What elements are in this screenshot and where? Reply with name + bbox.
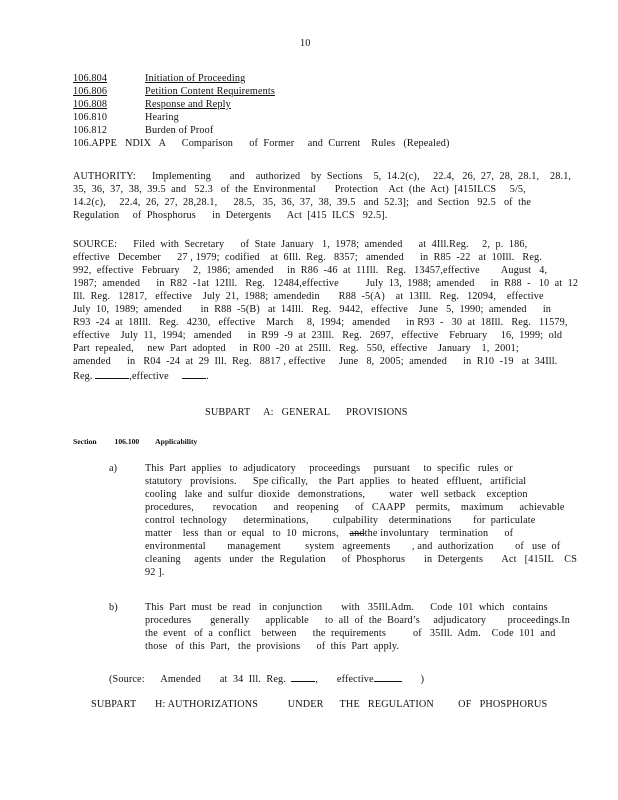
source-line: Part repealed, new Part adopted in R00 -20 at 25Ill. Reg. 550, effective January 1, 2001; — [73, 343, 519, 354]
source-line: R93 -24 at 18Ill. Reg. 4230, effective March 8, 1994; amended in R93 - 30 at 18Ill. Reg. 11579, — [73, 317, 568, 328]
toc-appendix-line: 106.APPE NDIX A Comparison of Former and Current Rules (Repealed) — [73, 138, 450, 149]
para-a-line: procedures, revocation and reopening of CAAPP permits, maximum achievable — [145, 502, 565, 513]
subpart-a-heading: SUBPART A: GENERAL PROVISIONS — [205, 407, 408, 418]
toc-item-number: 106.804 — [73, 73, 108, 84]
toc-item-title: Hearing — [145, 112, 179, 123]
section-number: 106.100 — [114, 437, 140, 446]
para-a-line: statutory provisions. Spe cifically, the Part applies to heated effluent, artificial — [145, 476, 527, 487]
section-heading — [73, 437, 197, 447]
para-a-line-start: matter less than or equal to 10 microns, — [145, 528, 339, 539]
para-b-line: This Part must be read in conjunction with 35Ill.Adm. Code 101 which contains — [145, 602, 548, 613]
toc-item — [73, 98, 450, 111]
source-blank-date — [182, 368, 206, 379]
source-note-blank-date — [374, 671, 402, 682]
source-line-last — [73, 368, 578, 383]
toc-item-number: 106.812 — [73, 125, 108, 136]
toc-item — [73, 72, 450, 85]
authority-line: AUTHORITY: Implementing and authorized by Sections 5, 14.2(c), 22.4, 26, 27, 28, 28.1, 28.1, — [73, 171, 572, 182]
source-end: . — [206, 371, 209, 382]
para-a-line: cooling lake and sulfur dioxide demonstrations, water well setback exception — [145, 489, 528, 500]
para-a-line: This Part applies to adjudicatory proceedings pursuant to specific rules or — [145, 463, 513, 474]
source-note-mid: , effective — [315, 674, 374, 685]
toc-item-title: Burden of Proof — [145, 125, 214, 136]
source-line: Ill. Reg. 12817, effective July 21, 1988; amendedin R88 -5(A) at 13Ill. Reg. 12094, effective — [73, 291, 544, 302]
subpart-h-heading: SUBPART H: AUTHORIZATIONS UNDER THE REGULATION OF PHOSPHORUS — [91, 699, 548, 710]
source-note-blank-reg — [291, 671, 315, 682]
source-reg-prefix: Reg. — [73, 371, 93, 382]
source-note-end: ) — [420, 674, 425, 685]
toc-item-title: Petition Content Requirements — [145, 86, 275, 97]
authority-line: Regulation of Phosphorus in Detergents Act [415 ILCS 92.5]. — [73, 210, 388, 221]
para-a — [145, 462, 577, 579]
section-title: Applicability — [155, 437, 198, 446]
toc-item-title: Response and Reply — [145, 99, 231, 110]
source-line: effective December 27 , 1979; codified at 6Ill. Reg. 8357; amended in R85 -22 at 10Ill. Reg. — [73, 252, 542, 263]
source-line: 992, effective February 2, 1986; amended in R86 -46 at 11Ill. Reg. 13457,effective August 4, — [73, 265, 548, 276]
source-note — [109, 671, 424, 686]
para-a-line — [145, 527, 577, 540]
para-b — [145, 601, 570, 653]
toc-item-number: 106.810 — [73, 112, 108, 123]
para-b-line: those of this Part, the provisions of this Part apply. — [145, 641, 400, 652]
toc-item-title: Initiation of Proceeding — [145, 73, 246, 84]
para-a-line: environmental management system agreements , and authorization of use of — [145, 541, 561, 552]
toc-item — [73, 85, 450, 98]
page-number: 10 — [300, 38, 311, 49]
source-blank-reg — [95, 368, 129, 379]
para-a-line: 92 ]. — [145, 567, 165, 578]
source-note-start: (Source: Amended at 34 Ill. Reg. — [109, 674, 286, 685]
toc-item — [73, 111, 450, 124]
source-line: July 10, 1989; amended in R88 -5(B) at 14Ill. Reg. 9442, effective June 5, 1990; amended in — [73, 304, 552, 315]
authority-paragraph — [73, 170, 571, 222]
toc-list — [73, 72, 450, 150]
source-line: amended in R04 -24 at 29 Ill. Reg. 8817 , effective June 8, 2005; amended in R10 -19 at 34Ill. — [73, 356, 558, 367]
source-paragraph — [73, 238, 578, 383]
para-b-line: procedures generally applicable to all of the Board’s adjudicatory proceedings.In — [145, 615, 571, 626]
toc-item-number: 106.806 — [73, 86, 108, 97]
authority-line: 14.2(c), 22.4, 26, 27, 28,28.1, 28.5, 35, 36, 37, 38, 39.5 and 52.3]; and Section 92.5 of the — [73, 197, 532, 208]
para-a-line-rest: the involuntary termination of — [364, 528, 514, 539]
toc-item-number: 106.808 — [73, 99, 108, 110]
para-a-line: cleaning agents under the Regulation of Phosphorus in Detergents Act [415IL CS — [145, 554, 578, 565]
toc-item — [73, 124, 450, 137]
authority-line: 35, 36, 37, 38, 39.5 and 52.3 of the Environmental Protection Act (the Act) [415ILCS 5/5, — [73, 184, 526, 195]
para-a-label: a) — [109, 463, 118, 474]
para-b-line: the event of a conflict between the requirements of 35Ill. Adm. Code 101 and — [145, 628, 556, 639]
source-effective: ,effective — [129, 371, 169, 382]
para-a-line: control technology determinations, culpability determinations for particulate — [145, 515, 536, 526]
para-b-label: b) — [109, 602, 118, 613]
struck-word: and — [349, 528, 365, 539]
source-line: 1987; amended in R82 -1at 12Ill. Reg. 12484,effective July 13, 1988; amended in R88 - 10 at 12 — [73, 278, 579, 289]
source-line: effective July 11, 1994; amended in R99 -9 at 23Ill. Reg. 2697, effective February 16, 1999; old — [73, 330, 563, 341]
source-line: SOURCE: Filed with Secretary of State January 1, 1978; amended at 4Ill.Reg. 2, p. 186, — [73, 239, 528, 250]
section-label: Section — [73, 437, 97, 446]
